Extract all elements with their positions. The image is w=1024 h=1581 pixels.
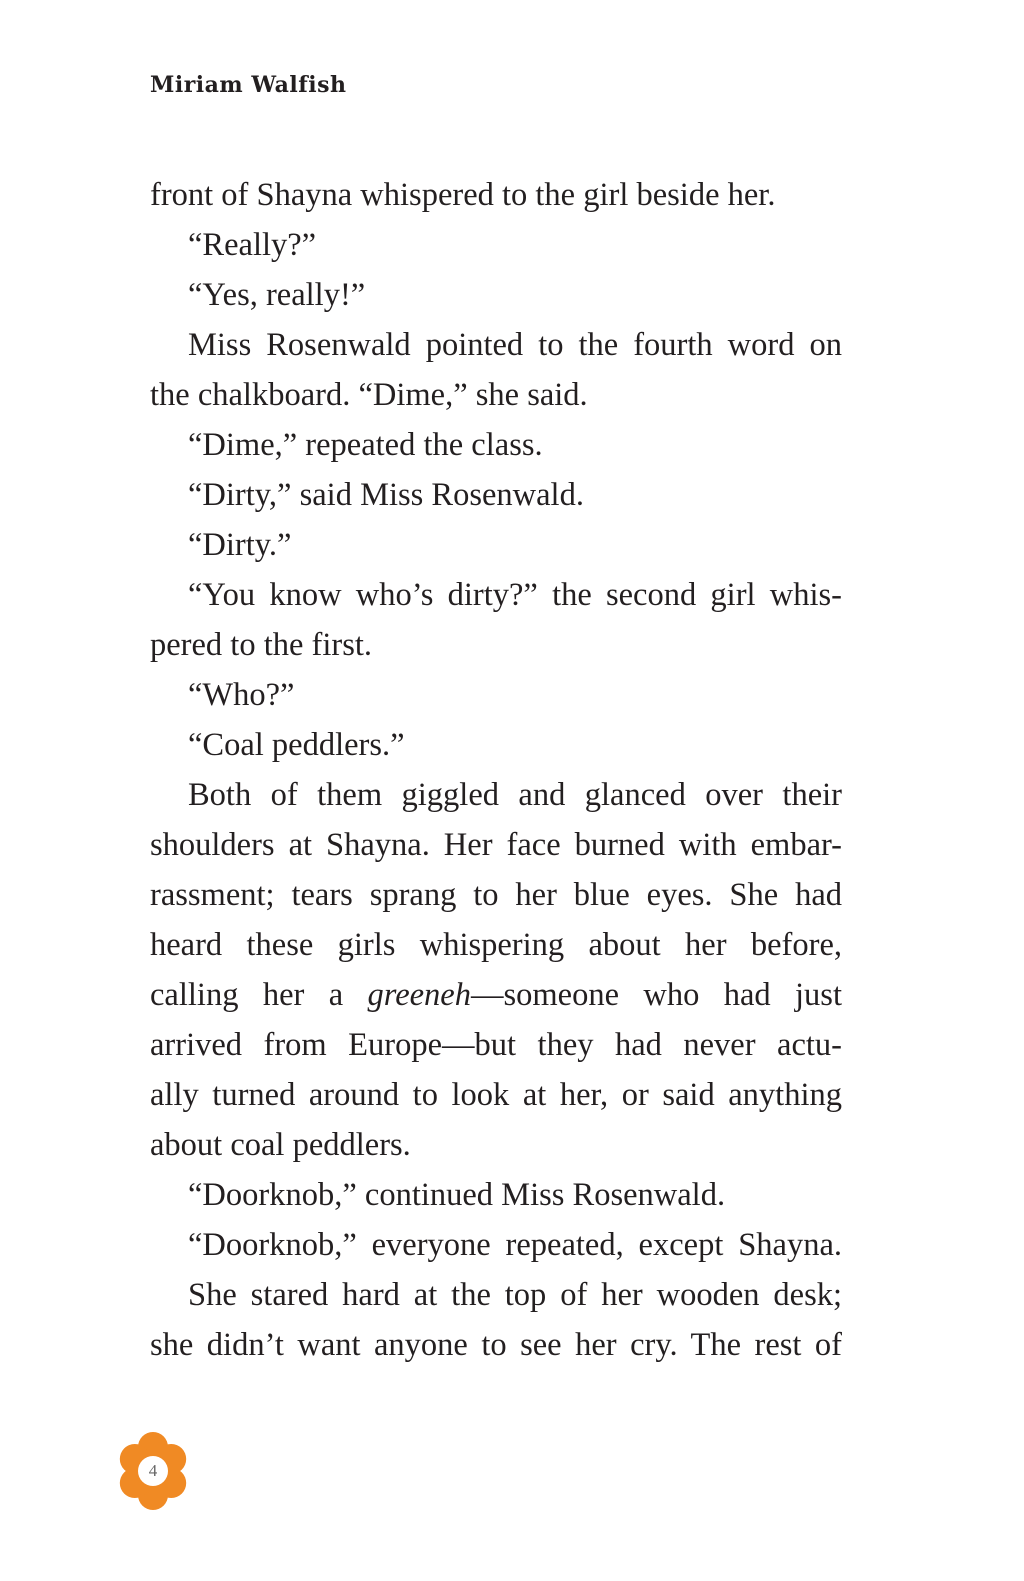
text-line	[150, 370, 842, 420]
text-run: she didn’t want anyone to see her cry. The rest of	[150, 1327, 842, 1363]
text-run: pered to the first.	[150, 627, 373, 663]
text-line	[150, 670, 842, 720]
text-run: She stared hard at the top of her wooden desk;	[188, 1277, 842, 1313]
text-line	[150, 420, 842, 470]
text-run: ally turned around to look at her, or said anything	[150, 1077, 842, 1113]
text-run: Miss Rosenwald pointed to the fourth word on	[188, 327, 842, 363]
text-line	[150, 870, 842, 920]
text-line	[150, 970, 842, 1020]
text-line	[150, 520, 842, 570]
text-line	[150, 920, 842, 970]
running-head: Miriam Walfish	[150, 72, 347, 98]
text-line	[150, 270, 842, 320]
text-run: rassment; tears sprang to her blue eyes. She had	[150, 877, 842, 913]
text-line	[150, 770, 842, 820]
text-run: “Doorknob,” continued Miss Rosenwald.	[188, 1177, 726, 1213]
text-line	[150, 1320, 842, 1370]
text-run: “Really?”	[188, 227, 317, 263]
text-line	[150, 1070, 842, 1120]
page-number: 4	[148, 1461, 158, 1480]
text-line	[150, 320, 842, 370]
text-line	[150, 170, 842, 220]
page-folio	[116, 1428, 190, 1514]
text-run: the chalkboard. “Dime,” she said.	[150, 377, 588, 413]
italic-term: greeneh	[367, 977, 471, 1013]
text-line	[150, 1020, 842, 1070]
text-run: calling her a	[150, 977, 368, 1013]
text-run: heard these girls whispering about her before,	[150, 927, 842, 963]
text-run: “Dime,” repeated the class.	[188, 427, 543, 463]
text-run: shoulders at Shayna. Her face burned with embar-	[150, 827, 842, 863]
text-line	[150, 1170, 842, 1220]
text-run: “Dirty,” said Miss Rosenwald.	[188, 477, 584, 513]
body-text	[150, 170, 842, 1370]
text-run: “Doorknob,” everyone repeated, except Shayna.	[188, 1227, 842, 1263]
text-line	[150, 620, 842, 670]
text-line	[150, 720, 842, 770]
text-run: arrived from Europe—but they had never actu-	[150, 1027, 842, 1063]
text-run: about coal peddlers.	[150, 1127, 411, 1163]
text-run: —someone who had just	[470, 977, 842, 1013]
text-run: “Yes, really!”	[188, 277, 366, 313]
text-run: Both of them giggled and glanced over their	[188, 777, 842, 813]
text-line	[150, 470, 842, 520]
text-line	[150, 1220, 842, 1270]
text-line	[150, 1270, 842, 1320]
text-line	[150, 1120, 842, 1170]
text-run: “Dirty.”	[188, 527, 292, 563]
text-line	[150, 220, 842, 270]
text-run: “Who?”	[188, 677, 295, 713]
text-run: “You know who’s dirty?” the second girl whis-	[188, 577, 842, 613]
text-run: “Coal peddlers.”	[188, 727, 405, 763]
text-line	[150, 820, 842, 870]
text-run: front of Shayna whispered to the girl beside her.	[150, 177, 776, 213]
text-line	[150, 570, 842, 620]
